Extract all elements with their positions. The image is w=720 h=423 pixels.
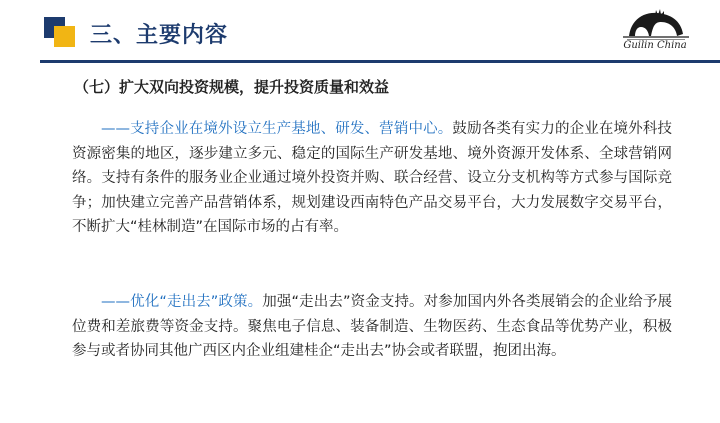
header-divider (40, 60, 720, 63)
paragraph-2-lead: ——优化“走出去”政策。 (101, 294, 263, 310)
paragraph-2 (72, 290, 672, 364)
paragraph-1 (72, 117, 672, 240)
logo-yellow-square (54, 26, 75, 47)
section-subtitle: （七）扩大双向投资规模，提升投资质量和效益 (74, 78, 390, 96)
paragraph-1-lead: ——支持企业在境外设立生产基地、研发、营销中心。 (101, 121, 453, 137)
logo-squares (0, 0, 80, 60)
paragraph-2-body: 加强“走出去”资金支持。对参加国内外各类展销会的企业给予展位费和差旅费等资金支持。聚焦电子信息、装备制造、生物医药、生态食品等优势产业，积极参与或者协同其他广西区内企业组建桂企“走出去”协会或者联盟，抱团出海。 (72, 294, 672, 359)
elephant-trunk-hill-icon (615, 6, 695, 42)
brand-text: Guilin China (623, 40, 687, 51)
section-title: 三、主要内容 (90, 23, 229, 48)
paragraph-1-body: 鼓励各类有实力的企业在境外科技资源密集的地区，逐步建立多元、稳定的国际生产研发基地、境外资源开发体系、全球营销网络。支持有条件的服务业企业通过境外投资并购、联合经营、设立分支机构等方式参与国际竞争；加快建立完善产品营销体系，规划建设西南特色产品交易平台，大力发展数字交易平台，不断扩大“桂林制造”在国际市场的占有率。 (72, 121, 673, 235)
guilin-brand-logo (615, 6, 695, 56)
